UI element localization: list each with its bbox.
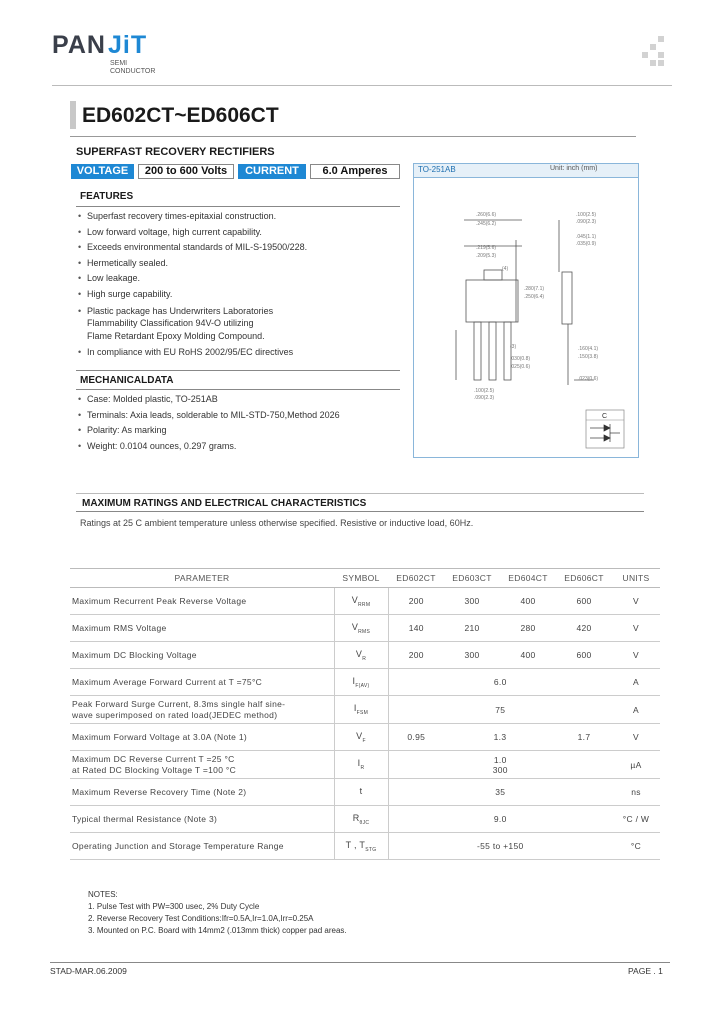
dim-label: .030(0.8) <box>510 356 531 362</box>
logo-jit: JiT <box>108 31 148 59</box>
list-item: • High surge capability. <box>78 287 408 303</box>
table-row: Operating Junction and Storage Temperature Range T , $T_{STG}$ -55 to +150 °C <box>70 833 660 860</box>
table-header-row <box>70 569 660 588</box>
mechanical-divider <box>76 389 400 390</box>
features-list <box>78 209 408 361</box>
header-divider <box>52 85 672 86</box>
ratings-table <box>70 568 660 860</box>
list-item: • Superfast recovery times-epitaxial construction. <box>78 209 408 225</box>
dim-label: .045(1.1) <box>576 234 597 240</box>
ratings-divider <box>76 511 644 512</box>
dim-label: .150(3.8) <box>578 354 599 360</box>
footer-divider <box>50 962 670 963</box>
decor-square-icon <box>658 52 664 58</box>
dim-label: .100(2.5) <box>576 212 597 218</box>
dim-label: .100(2.5) <box>474 388 495 394</box>
list-item: • Exceeds environmental standards of MIL-S-19500/228. <box>78 240 408 256</box>
part-title: ED602CT~ED606CT <box>82 104 279 127</box>
ratings-heading: MAXIMUM RATINGS AND ELECTRICAL CHARACTERISTICS <box>82 498 367 509</box>
dim-label: (3) <box>510 344 517 350</box>
list-item: 1. Pulse Test with PW=300 usec, 2% Duty Cycle <box>88 902 260 911</box>
list-item: 3. Mounted on P.C. Board with 14mm2 (.013mm thick) copper pad areas. <box>88 926 347 935</box>
package-name: TO-251AB <box>418 165 456 174</box>
dim-label: .260(6.6) <box>476 212 497 218</box>
column-header: ED606CT <box>556 569 612 588</box>
dim-label: .035(0.9) <box>576 241 597 247</box>
column-header: PARAMETER <box>70 569 334 588</box>
dim-label: .090(2.3) <box>576 219 597 225</box>
notes-block <box>88 889 347 937</box>
decor-square-icon <box>650 60 656 66</box>
column-header: ED604CT <box>500 569 556 588</box>
dim-label: .219(5.6) <box>476 245 497 251</box>
dim-label: .160(4.1) <box>578 346 599 352</box>
mechanical-list <box>78 392 408 454</box>
dim-label: (4) <box>502 266 509 272</box>
list-item: • Low forward voltage, high current capability. <box>78 225 408 241</box>
decor-square-icon <box>658 36 664 42</box>
table-row: Maximum DC Blocking Voltage $V_R$ 200 300 400 600 V <box>70 642 660 669</box>
list-item: • Plastic package has Underwriters Laboratories Flammability Classification 94V-O utilizing Flame Retardant Epoxy Molding Compound. <box>78 303 408 346</box>
dim-label: .209(5.3) <box>476 253 497 259</box>
title-accent-bar <box>70 101 76 129</box>
voltage-value-badge: 200 to 600 Volts <box>138 164 234 179</box>
column-header: SYMBOL <box>334 569 388 588</box>
dim-label: .023(0.6) <box>578 376 599 382</box>
footer-date: STAD-MAR.06.2009 <box>50 966 127 976</box>
list-item: • Case: Molded plastic, TO-251AB <box>78 392 408 408</box>
package-unit: Unit: inch (mm) <box>550 165 598 172</box>
table-row: Peak Forward Surge Current, 8.3ms single half sine- wave superimposed on rated load(JEDEC method) $I_{FSM}$ 75 A <box>70 696 660 724</box>
voltage-label-badge: VOLTAGE <box>71 164 134 179</box>
column-header: ED602CT <box>388 569 444 588</box>
list-item: • Weight: 0.0104 ounces, 0.297 grams. <box>78 439 408 455</box>
logo-sub-conductor: CONDUCTOR <box>110 68 156 75</box>
logo-subtitle <box>110 60 155 76</box>
list-item: • In compliance with EU RoHS 2002/95/EC directives <box>78 345 408 361</box>
table-row: Maximum RMS Voltage $V_{RMS}$ 140 210 280 420 V <box>70 615 660 642</box>
table-row: Maximum Recurrent Peak Reverse Voltage $V_{RRM}$ 200 300 400 600 V <box>70 588 660 615</box>
dim-label: .025(0.6) <box>510 364 531 370</box>
mechanical-top-divider <box>76 370 400 371</box>
features-heading: FEATURES <box>80 191 134 202</box>
dim-label: .250(6.4) <box>524 294 545 300</box>
list-item: 2. Reverse Recovery Test Conditions:Ifr=0.5A,Ir=1.0A,Irr=0.25A <box>88 914 314 923</box>
product-subtitle: SUPERFAST RECOVERY RECTIFIERS <box>76 146 275 158</box>
table-row: Maximum Forward Voltage at 3.0A (Note 1) $V_F$ 0.95 1.3 1.7 V <box>70 724 660 751</box>
footer-page: PAGE . 1 <box>628 966 663 976</box>
features-divider <box>76 206 400 207</box>
ratings-top-divider <box>76 493 644 494</box>
package-outline-drawing <box>414 180 638 456</box>
list-item: • Terminals: Axia leads, solderable to MIL-STD-750,Method 2026 <box>78 408 408 424</box>
list-item: • Hermetically sealed. <box>78 256 408 272</box>
decor-square-icon <box>642 52 648 58</box>
table-row: Maximum Average Forward Current at T =75°C $I_{F(AV)}$ 6.0 A <box>70 669 660 696</box>
notes-heading: NOTES: <box>88 890 118 899</box>
table-row: Typical thermal Resistance (Note 3) $R_{\theta JC}$ 9.0 °C / W <box>70 806 660 833</box>
dim-label: .090(2.3) <box>474 395 495 401</box>
decor-square-icon <box>658 60 664 66</box>
mechanical-heading: MECHANICALDATA <box>80 375 174 386</box>
title-divider <box>70 136 636 137</box>
column-header: UNITS <box>612 569 660 588</box>
logo-pan: PAN <box>52 31 106 59</box>
list-item: • Polarity: As marking <box>78 423 408 439</box>
current-label-badge: CURRENT <box>238 164 306 179</box>
column-header: ED603CT <box>444 569 500 588</box>
ratings-note: Ratings at 25 C ambient temperature unless otherwise specified. Resistive or inductive load, 60Hz. <box>80 518 474 528</box>
logo-sub-semi: SEMI <box>110 60 128 67</box>
circuit-label: C <box>602 413 608 420</box>
decor-square-icon <box>650 44 656 50</box>
current-value-badge: 6.0 Amperes <box>310 164 400 179</box>
dim-label: .280(7.1) <box>524 286 545 292</box>
table-row: Maximum DC Reverse Current T =25 °C at Rated DC Blocking Voltage T =100 °C $I_R$ 1.0 300 µA <box>70 751 660 779</box>
dim-label: .245(6.2) <box>476 221 497 227</box>
list-item: • Low leakage. <box>78 271 408 287</box>
table-row: Maximum Reverse Recovery Time (Note 2) t 35 ns <box>70 779 660 806</box>
